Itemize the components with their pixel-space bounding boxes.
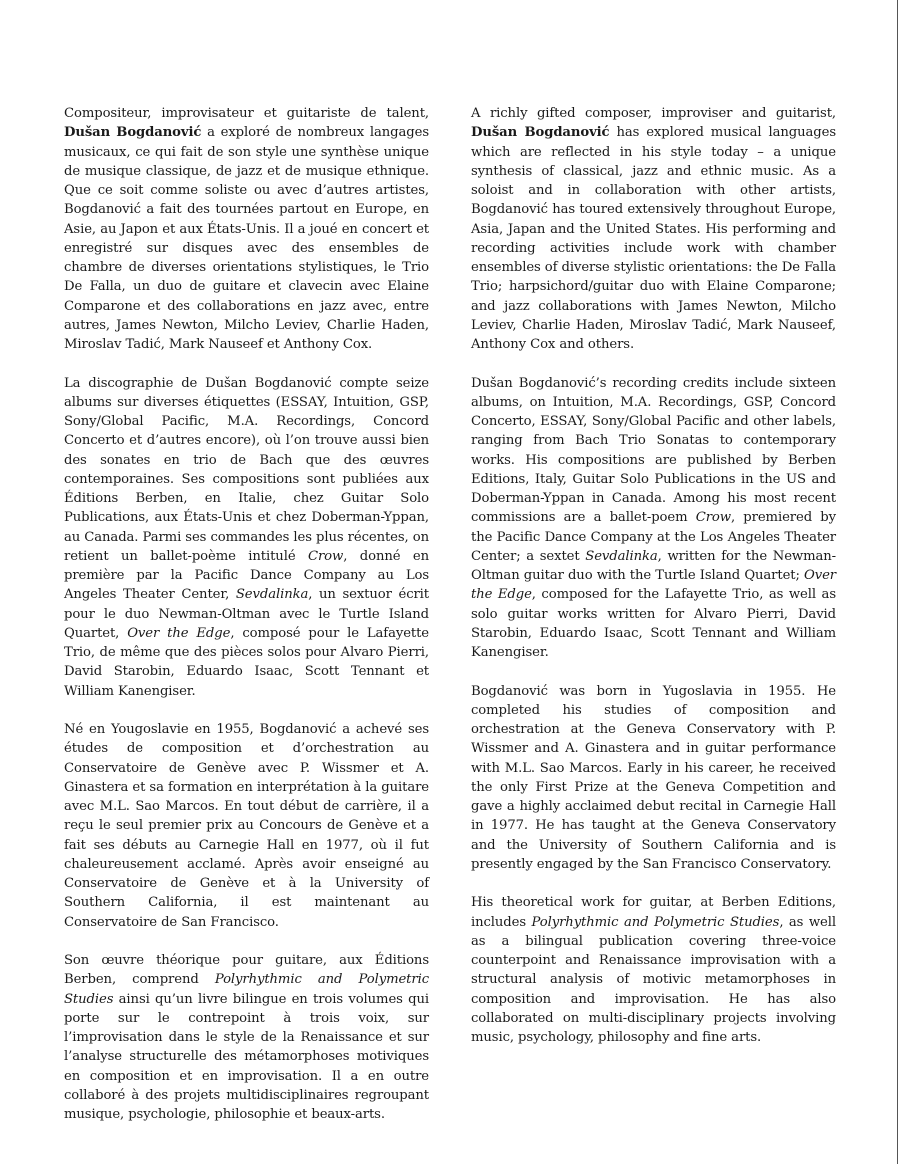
- french-paragraph-biography: Né en Yougoslavie en 1955, Bogdanović a achevé ses études de composition et d’orchestration au Conservatoire de Genève avec P. Wissmer et A. Ginastera et sa formation en interprétation à la guitare avec M.L. Sao Marcos. En tout début de carrière, il a reçu le seul premier prix au Concours de Genève et a fait ses débuts au Carnegie Hall en 1977, où il fut chaleureusement acclamé. Après avoir enseigné au Conservatoire de Genève et à la University of Southern California, il est maintenant au Conservatoire de San Francisco.: [64, 722, 429, 930]
- work-title-crow: Crow: [307, 548, 344, 564]
- composer-name: Dušan Bogdanović: [471, 125, 610, 141]
- composer-name: Dušan Bogdanović: [64, 125, 202, 141]
- english-paragraph-intro: A richly gifted composer, improviser and guitarist, Dušan Bogdanović has explored musical languages which are reflected in his style today – a unique synthesis of classical, jazz and ethnic music. As a soloist and in collaboration with other artists, Bogdanović has toured extensively throughout Europe, Asia, Japan and the United States. His performing and recording activities include work with chamber ensembles of diverse stylistic orientations: the De Falla Trio; harpsichord/guitar duo with Elaine Comparone; and jazz collaborations with James Newton, Milcho Leviev, Charlie Haden, Miroslav Tadić, Mark Nauseef, Anthony Cox and others.: [471, 106, 836, 352]
- french-paragraph-discography: La discographie de Dušan Bogdanović compte seize albums sur diverses étiquettes (ESSAY, Intuition, GSP, Sony/Global Pacific, M.A. Recordings, Concord Concerto et d’autres encore), où l’on trouve aussi bien des sonates en trio de Bach que des œuvres contemporaines. Ses compositions sont publiées aux Éditions Berben, en Italie, chez Guitar Solo Publications, aux États-Unis et chez Doberman-Yppan, au Canada. Parmi ses commandes les plus récentes, on retient un ballet-poème intitulé Crow, donné en première par la Pacific Dance Company au Los Angeles Theater Center, Sevdalinka, un sextuor écrit pour le duo Newman-Oltman avec le Turtle Island Quartet, Over the Edge, composé pour le Lafayette Trio, de même que des pièces solos pour Alvaro Pierri, David Starobin, Eduardo Isaac, Scott Tennant et William Kanengiser.: [64, 375, 430, 699]
- french-paragraph-intro: Compositeur, improvisateur et guitariste de talent, Dušan Bogdanović a exploré de nombreux langages musicaux, ce qui fait de son style une synthèse unique de musique classique, de jazz et de musique ethnique. Que ce soit comme soliste ou avec d’autres artistes, Bogdanović a fait des tournées partout en Europe, en Asie, au Japon et aux États-Unis. Il a joué en concert et enregistré sur disques avec des ensembles de chambre de diverses orientations stylistiques, le Trio De Falla, un duo de guitare et clavecin avec Elaine Comparone et des collaborations en jazz avec, entre autres, James Newton, Milcho Leviev, Charlie Haden, Miroslav Tadić, Mark Nauseef et Anthony Cox.: [64, 106, 430, 352]
- work-title-sevdalinka: Sevdalinka: [585, 548, 658, 564]
- french-paragraph-theory: Son œuvre théorique pour guitare, aux Éditions Berben, comprend Polyrhythmic and Polymetric Studies ainsi qu’un livre bilingue en trois volumes qui porte sur le contrepoint à trois voix, sur l’improvisation dans le style de la Renaissance et sur l’analyse structurelle des métamorphoses motiviques en composition et en improvisation. Il a en outre collaboré à des projets multidisciplinaires regroupant musique, psychologie, philosophie et beaux-arts.: [64, 953, 429, 1122]
- page-edge-line: [897, 0, 898, 1164]
- work-title-crow: Crow: [695, 510, 731, 526]
- english-paragraph-biography: Bogdanović was born in Yugoslavia in 1955. He completed his studies of composition and orchestration at the Geneva Conservatory with P. Wissmer and A. Ginastera and in guitar performance with M.L. Sao Marcos. Early in his career, he received the only First Prize at the Geneva Competition and gave a highly acclaimed debut recital in Carnegie Hall in 1977. He has taught at the Geneva Conservatory and the University of Southern California and is presently engaged by the San Francisco Conservatory.: [471, 683, 836, 872]
- work-title-sevdalinka: Sevdalinka: [235, 587, 309, 603]
- work-title-studies: Polyrhythmic and Polymetric Studies: [64, 972, 429, 1007]
- french-column: [64, 104, 429, 1144]
- work-title-over-the-edge: Over the Edge: [471, 568, 836, 603]
- work-title-studies: Polyrhythmic and Polymetric Studies: [531, 914, 780, 930]
- english-column: [471, 104, 836, 1067]
- english-paragraph-discography: Dušan Bogdanović’s recording credits include sixteen albums, on Intuition, M.A. Recordings, GSP, Concord Concerto, ESSAY, Sony/Global Pacific and other labels, ranging from Bach Trio Sonatas to contemporary works. His compositions are published by Berben Editions, Italy, Guitar Solo Publications in the US and Doberman-Yppan in Canada. Among his most recent commissions are a ballet-poem Crow, premiered by the Pacific Dance Company at the Los Angeles Theater Center; a sextet Sevdalinka, written for the Newman-Oltman guitar duo with the Turtle Island Quartet; Over the Edge, composed for the Lafayette Trio, as well as solo guitar works written for Alvaro Pierri, David Starobin, Eduardo Isaac, Scott Tennant and William Kanengiser.: [471, 375, 837, 660]
- work-title-over-the-edge: Over the Edge: [127, 625, 231, 641]
- english-paragraph-theory: His theoretical work for guitar, at Berben Editions, includes Polyrhythmic and Polymetric Studies, as well as a bilingual publication covering three-voice counterpoint and Renaissance improvisation with a structural analysis of motivic metamorphoses in composition and improvisation. He has also collaborated on multi-disciplinary projects involving music, psychology, philosophy and fine arts.: [471, 895, 836, 1045]
